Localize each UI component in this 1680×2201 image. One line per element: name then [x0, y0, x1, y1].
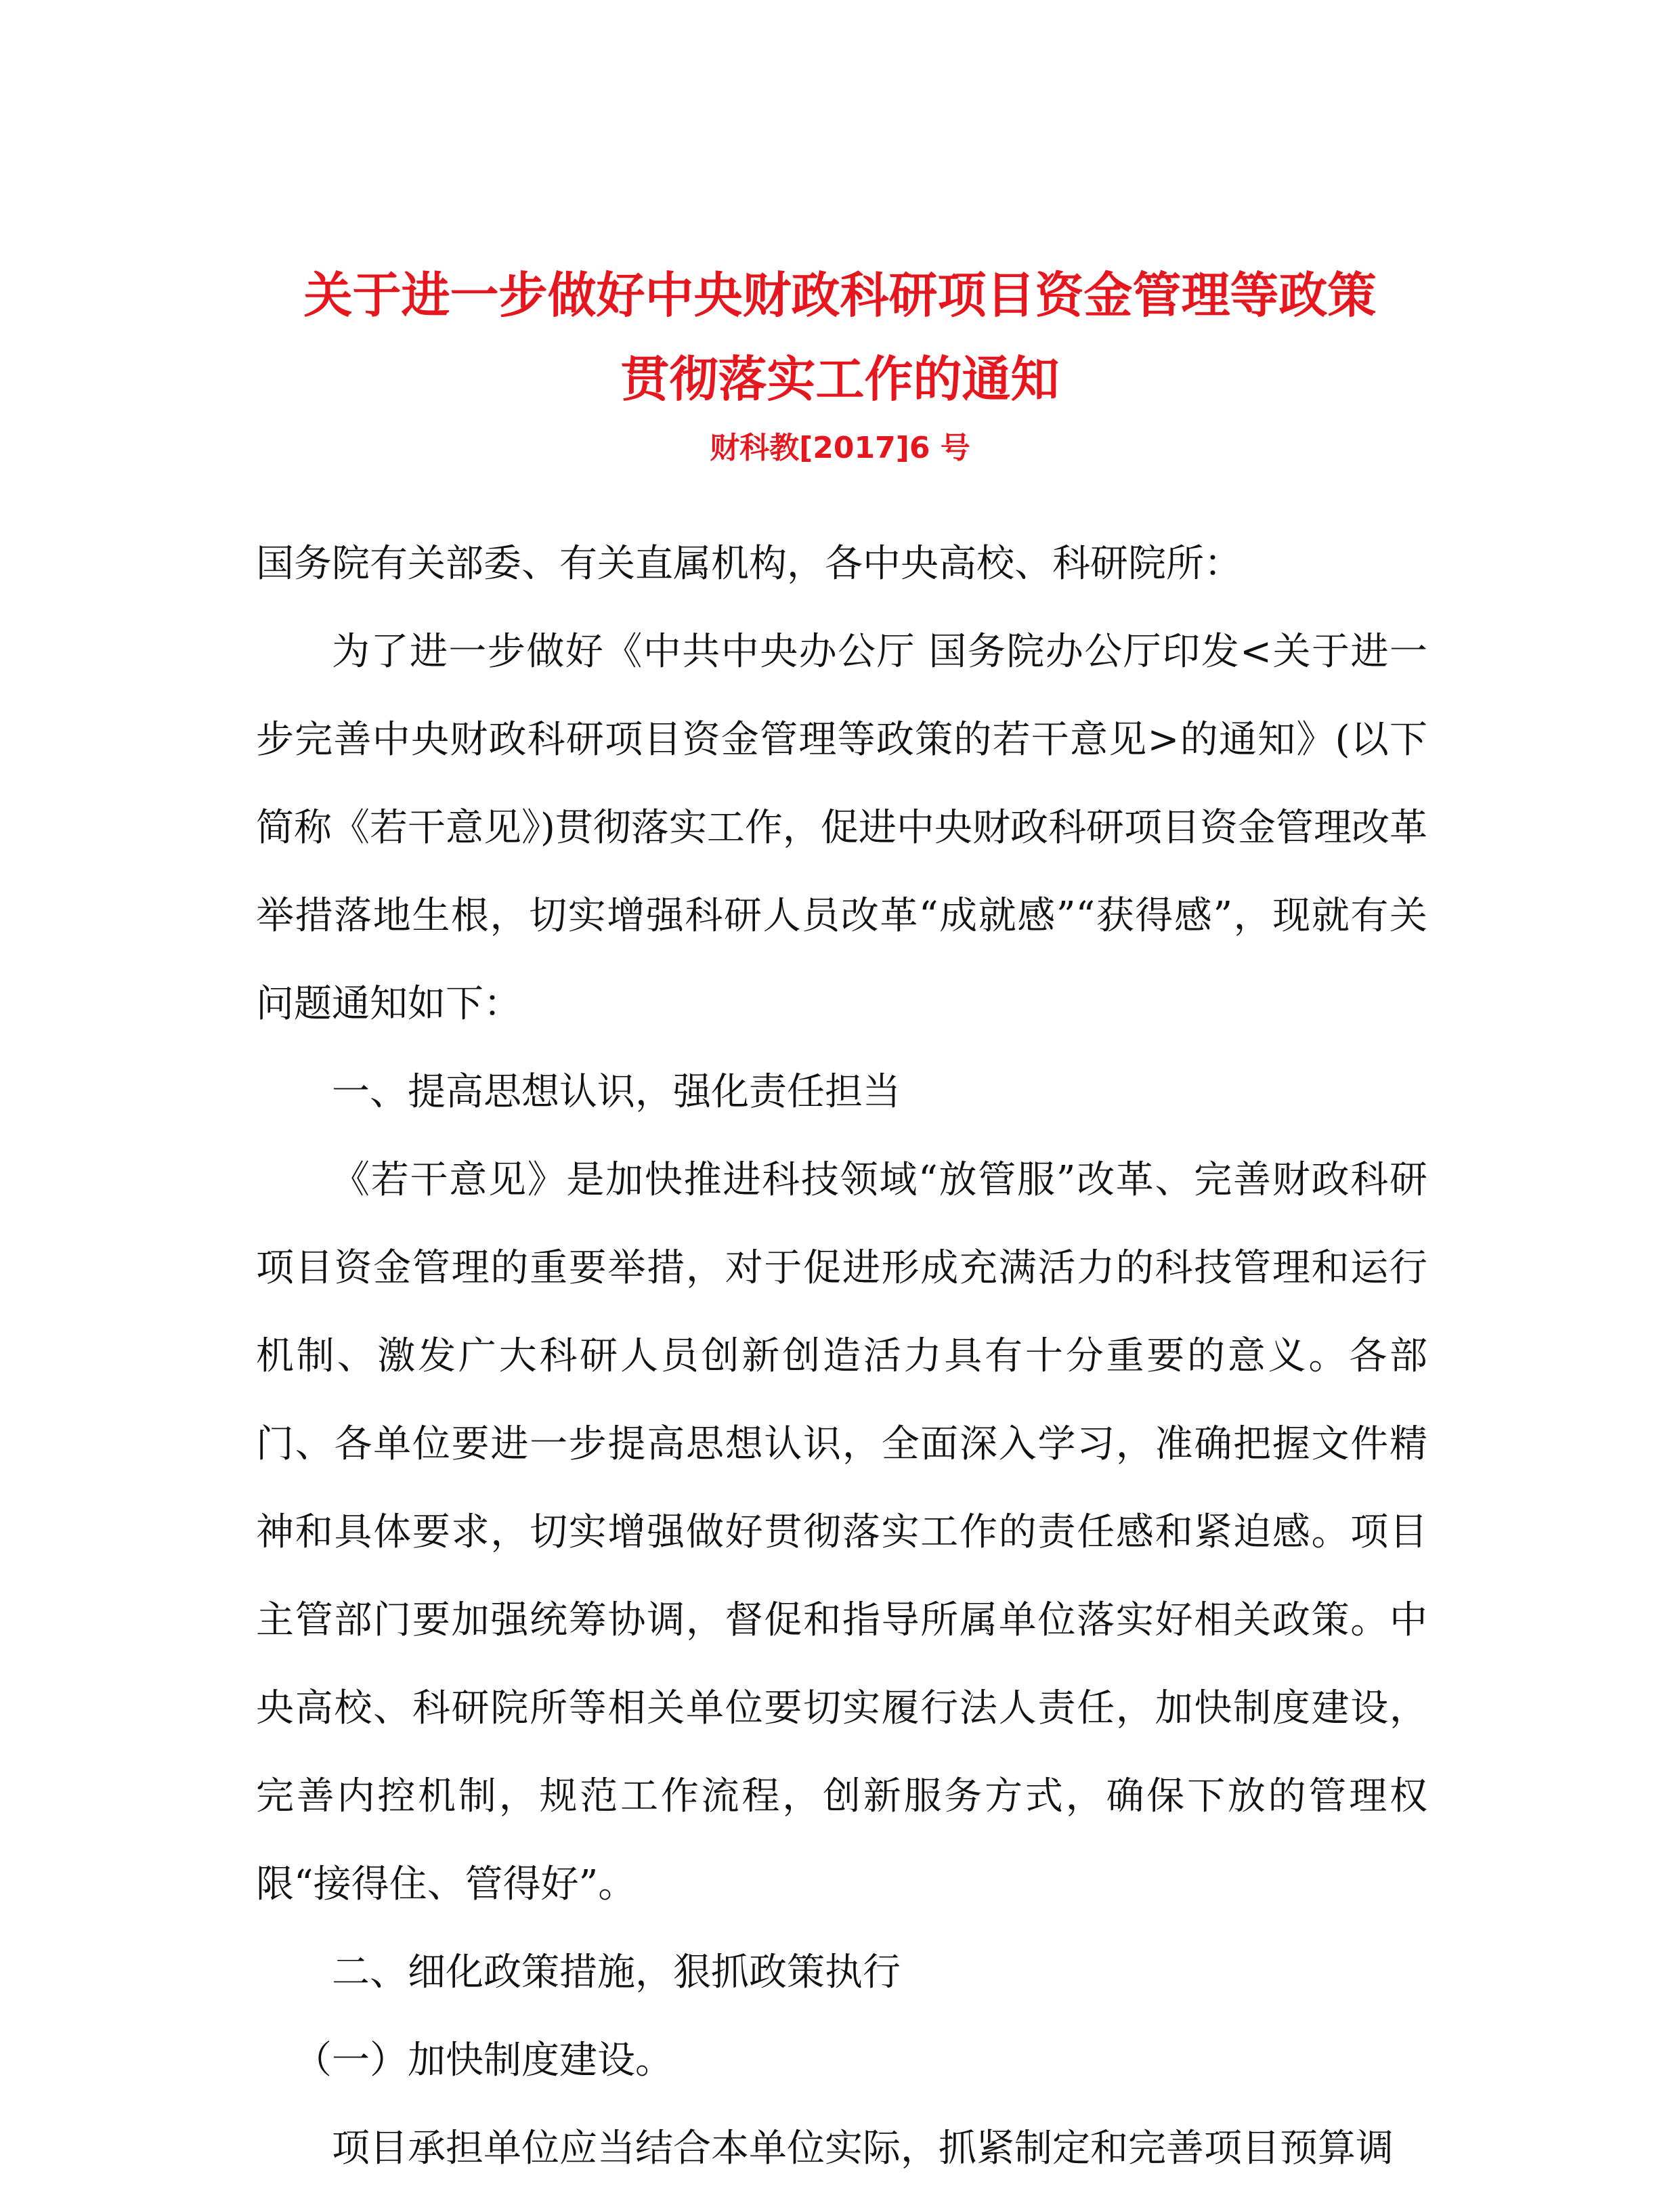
document-title-line-1: 关于进一步做好中央财政科研项目资金管理等政策 [303, 267, 1377, 324]
document-number: 财科教[2017]6 号 [710, 431, 970, 465]
document-body [256, 520, 1427, 2193]
section-heading-2: 二、细化政策措施，狠抓政策执行 [332, 1950, 901, 1994]
document-title-line-2: 贯彻落实工作的通知 [620, 351, 1060, 408]
salutation: 国务院有关部委、有关直属机构，各中央高校、科研院所： [256, 542, 1242, 586]
subsection-1-paragraph: 项目承担单位应当结合本单位实际，抓紧制定和完善项目预算调 [332, 2127, 1394, 2171]
section-1-paragraph: 《若干意见》是加快推进科技领域“放管服”改革、完善财政科研项目资金管理的重要举措，对于促进形成充满活力的科技管理和运行机制、激发广大科研人员创新创造活力具有十分重要的意义。各部门、各单位要进一步提高思想认识，全面深入学习，准确把握文件精神和具体要求，切实增强做好贯彻落实工作的责任感和紧迫感。项目主管部门要加强统筹协调，督促和指导所属单位落实好相关政策。中央高校、科研院所等相关单位要切实履行法人责任，加快制度建设，完善内控机制，规范工作流程，创新服务方式，确保下放的管理权限“接得住、管得好”。 [256, 1158, 1427, 1906]
section-heading-1: 一、提高思想认识，强化责任担当 [332, 1070, 901, 1114]
intro-paragraph: 为了进一步做好《中共中央办公厅 国务院办公厅印发<关于进一步完善中央财政科研项目资金管理等政策的若干意见>的通知》(以下简称《若干意见》)贯彻落实工作，促进中央财政科研项目资金管理改革举措落地生根，切实增强科研人员改革“成就感”“获得感”，现就有关问题通知如下： [256, 630, 1427, 1026]
subsection-heading-1: （一）加快制度建设。 [294, 2038, 673, 2082]
